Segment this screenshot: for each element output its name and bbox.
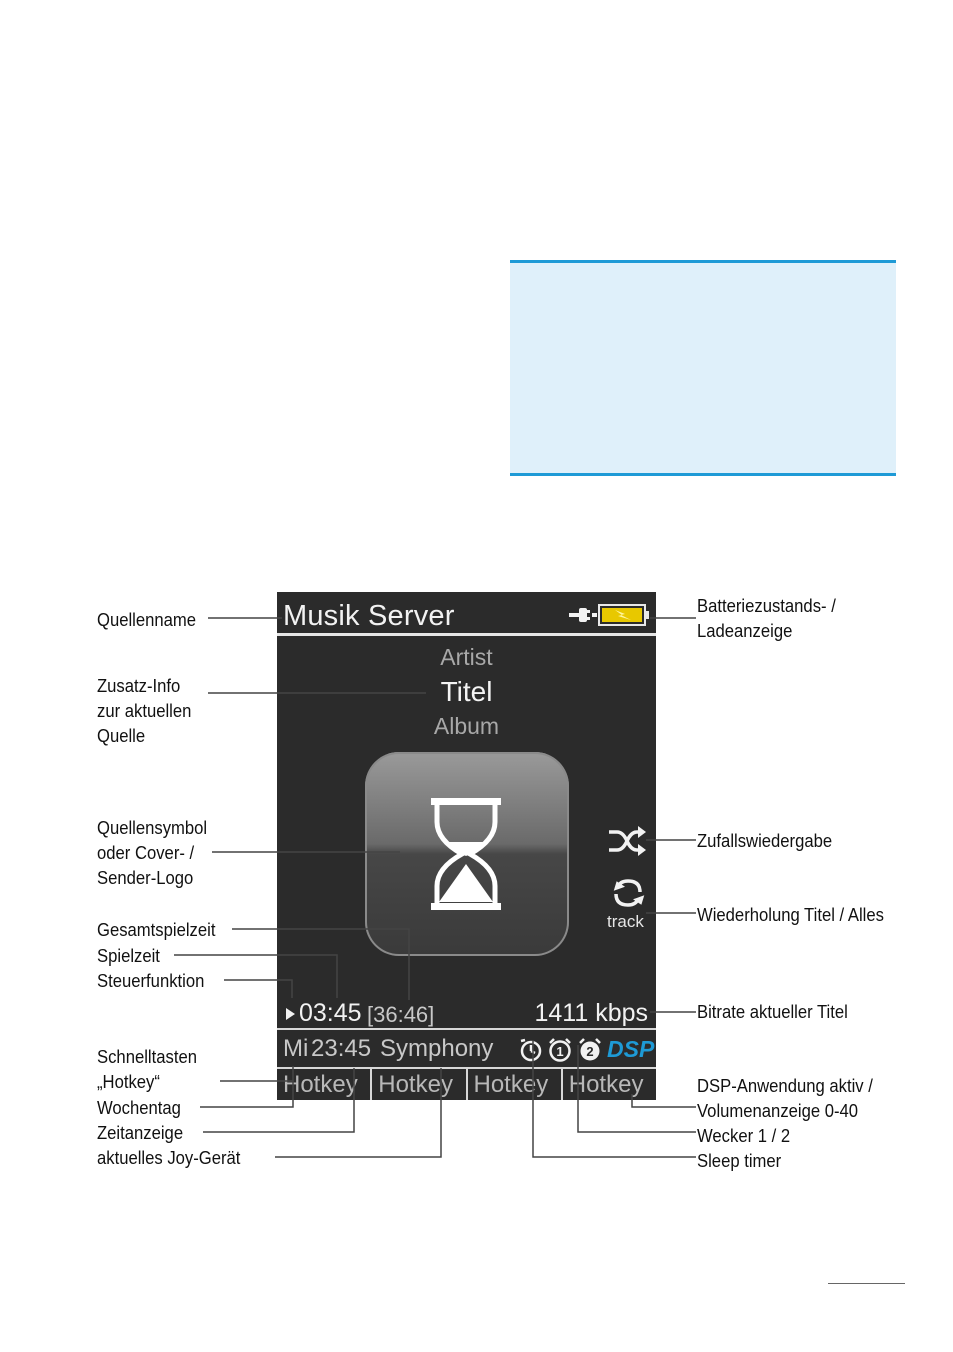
- artist-text: Artist: [440, 644, 493, 670]
- status-row: [277, 996, 656, 1028]
- svg-text:1: 1: [556, 1044, 564, 1059]
- battery-charging-icon: [569, 602, 653, 628]
- alarm-1-icon: [547, 1037, 573, 1063]
- hotkey-2[interactable]: Hotkey: [372, 1069, 467, 1100]
- title-text: Titel: [440, 676, 493, 707]
- label-dsp-2: Volumenanzeige 0-40: [697, 1100, 859, 1121]
- hotkey-row: [277, 1067, 656, 1100]
- label-gesamtspielzeit: Gesamtspielzeit: [97, 919, 216, 940]
- joy-device-name: Symphony: [380, 1035, 494, 1062]
- label-quellenname: Quellenname: [97, 609, 197, 630]
- info-row: [277, 1032, 656, 1064]
- label-zusatz-info-2: zur aktuellen: [97, 700, 192, 721]
- repeat-mode-label: track: [607, 912, 644, 931]
- hourglass-icon: [365, 752, 569, 956]
- label-zeitanzeige: Zeitanzeige: [97, 1122, 184, 1143]
- screen-header: [277, 592, 656, 636]
- shuffle-icon[interactable]: [607, 824, 647, 858]
- label-bitrate: Bitrate aktueller Titel: [697, 1001, 848, 1022]
- label-wiederholung: Wiederholung Titel / Alles: [697, 904, 884, 925]
- label-wochentag: Wochentag: [97, 1097, 181, 1118]
- clock: 23:45: [311, 1035, 372, 1062]
- source-name: Musik Server: [283, 600, 455, 632]
- label-zufall: Zufallswiedergabe: [697, 830, 833, 851]
- label-zusatz-info-1: Zusatz-Info: [97, 675, 181, 696]
- label-batterie-1: Batteriezustands- /: [697, 595, 836, 616]
- label-schnelltasten-2: „Hotkey“: [97, 1071, 160, 1092]
- label-spielzeit: Spielzeit: [97, 945, 160, 966]
- label-sleep: Sleep timer: [697, 1150, 782, 1171]
- label-steuerfunktion: Steuerfunktion: [97, 970, 205, 991]
- label-quellensymbol-2: oder Cover- /: [97, 842, 195, 863]
- sleep-timer-icon: [519, 1038, 543, 1062]
- source-cover: [365, 752, 569, 956]
- repeat-icon[interactable]: [610, 877, 646, 909]
- hotkey-3[interactable]: Hotkey: [468, 1069, 563, 1100]
- device-screen: [277, 592, 656, 1100]
- label-quellensymbol-1: Quellensymbol: [97, 817, 208, 838]
- playtime: 03:45: [299, 999, 362, 1027]
- info-box: [510, 260, 896, 476]
- bitrate: 1411 kbps: [534, 999, 648, 1027]
- total-time: [36:46]: [367, 1002, 435, 1027]
- page-footer-rule: [828, 1283, 905, 1284]
- weekday: Mi: [283, 1035, 309, 1062]
- label-joy-geraet: aktuelles Joy-Gerät: [97, 1147, 241, 1168]
- label-quellensymbol-3: Sender-Logo: [97, 867, 194, 888]
- alarm-2-icon: [577, 1037, 603, 1063]
- album-text: Album: [433, 713, 500, 739]
- hotkey-1[interactable]: Hotkey: [277, 1069, 372, 1100]
- dsp-indicator: DSP: [607, 1036, 655, 1062]
- svg-text:2: 2: [586, 1044, 594, 1059]
- label-schnelltasten-1: Schnelltasten: [97, 1046, 197, 1067]
- label-zusatz-info-3: Quelle: [97, 725, 146, 746]
- label-dsp-1: DSP-Anwendung aktiv /: [697, 1075, 873, 1096]
- label-batterie-2: Ladeanzeige: [697, 620, 793, 641]
- status-divider: [277, 1028, 656, 1030]
- play-icon[interactable]: [286, 1008, 295, 1020]
- hotkey-4[interactable]: Hotkey: [568, 1071, 644, 1098]
- label-wecker: Wecker 1 / 2: [697, 1125, 791, 1146]
